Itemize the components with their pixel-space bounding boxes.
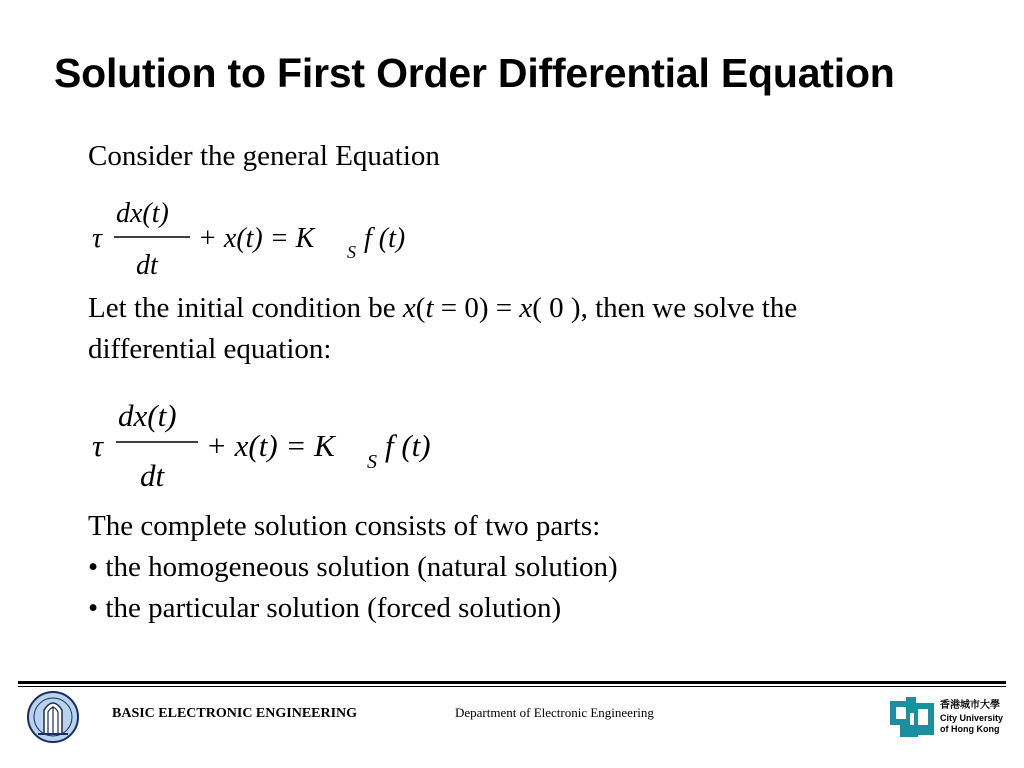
eq2-tail: f (t) xyxy=(385,428,431,463)
solution-section xyxy=(88,506,618,629)
equation-differential xyxy=(88,396,468,496)
solution-intro: The complete solution consists of two parts: xyxy=(88,510,601,542)
bullet-homogeneous: • the homogeneous solution (natural solution) xyxy=(88,551,618,583)
footer-rule-thick xyxy=(18,681,1006,684)
footer-rule-thin xyxy=(18,686,1006,687)
eq2-denominator: dt xyxy=(140,458,165,493)
equation-general xyxy=(88,192,448,284)
eq1-denominator: dt xyxy=(136,250,158,281)
cityu-logo-icon xyxy=(888,695,936,741)
university-chinese-name: 香港城市大學 xyxy=(940,700,1000,711)
eq1-tail: f (t) xyxy=(364,223,406,254)
ic-lhs-t: t xyxy=(425,292,434,324)
eq1-tau: τ xyxy=(92,223,103,254)
ic-rhs-rest: ( 0 ), then we solve the xyxy=(532,292,798,324)
ic-rhs-var: x xyxy=(519,292,533,324)
ic-line2: differential equation: xyxy=(88,333,332,365)
intro-text: Consider the general Equation xyxy=(88,140,440,172)
bullet-particular: • the particular solution (forced solution) xyxy=(88,592,562,624)
eq2-middle: + x(t) = K xyxy=(206,428,335,463)
university-name-line2: of Hong Kong xyxy=(940,724,1000,734)
eq1-numerator: dx(t) xyxy=(116,198,169,229)
eq1-subscript: S xyxy=(347,242,356,262)
footer-department: Department of Electronic Engineering xyxy=(455,705,654,720)
initial-condition-text xyxy=(88,288,797,370)
ic-before: Let the initial condition be xyxy=(88,292,403,324)
footer-course: BASIC ELECTRONIC ENGINEERING xyxy=(112,706,358,721)
eq2-numerator: dx(t) xyxy=(118,398,177,433)
university-name-line1: City University xyxy=(940,713,1004,723)
eq1-middle: + x(t) = K xyxy=(198,223,315,254)
eq2-tau: τ xyxy=(92,428,104,463)
ic-lhs-rest: = 0) = xyxy=(433,292,520,324)
eq2-subscript: S xyxy=(367,451,377,473)
slide-title: Solution to First Order Differential Equation xyxy=(54,50,895,96)
university-crest-icon xyxy=(26,690,80,744)
ic-lhs-var: x xyxy=(402,292,416,324)
ic-lhs-open: ( xyxy=(415,292,426,324)
